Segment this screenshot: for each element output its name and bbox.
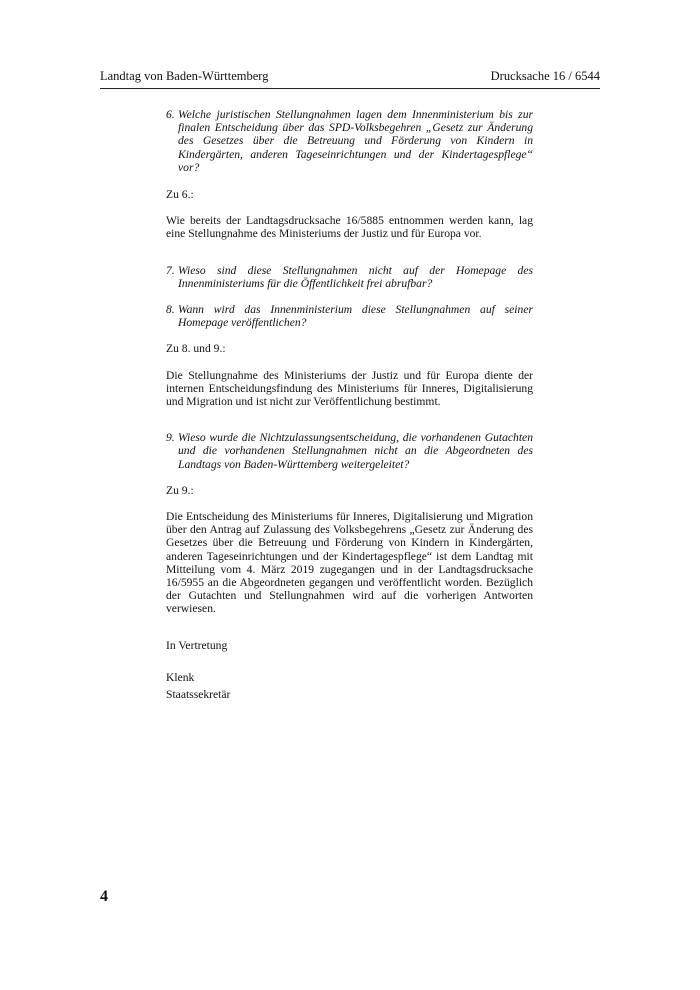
- signatory-name: Klenk: [166, 670, 195, 684]
- question-text: Wieso sind diese Stellungnahmen nicht auf der Homepage des Innenministeriums für die Öffentlichkeit frei abrufbar?: [178, 263, 533, 290]
- page-header: [100, 69, 600, 89]
- question-7: [166, 264, 533, 290]
- answer-9: Die Entscheidung des Ministeriums für Inneres, Digitalisierung und Migration über den Antrag auf Zulassung des Volksbegehrens „Gesetz zur Änderung des Gesetzes über die Betreuung und Förderung von Kindern in Kindergärten, anderen Tageseinrichtungen und der Kindertagespflege“ ist dem Landtag mit Mitteilung vom 4. März 2019 zugegangen und in der Landtagsdrucksache 16/5955 an die Abgeordneten gegangen und veröffentlicht worden. Bezüglich der Gutachten und Stellungnahmen wird auf die vorherigen Antworten verwiesen.: [166, 510, 533, 616]
- answer-heading-6: Zu 6.:: [166, 188, 194, 202]
- answer-6: Wie bereits der Landtagsdrucksache 16/5885 entnommen werden kann, lag eine Stellungnahme des Ministeriums der Justiz und für Europa vor.: [166, 214, 533, 241]
- header-left: Landtag von Baden-Württemberg: [100, 69, 269, 83]
- signatory-title: Staatssekretär: [166, 688, 231, 702]
- question-number: 7.: [166, 263, 175, 277]
- answer-heading-8-9: Zu 8. und 9.:: [166, 342, 226, 356]
- answer-heading-9: Zu 9.:: [166, 483, 194, 497]
- question-text: Wieso wurde die Nichtzulassungsentscheidung, die vorhandenen Gutachten und die vorhandenen Stellungnahmen nicht an die Abgeordneten des Landtags von Baden-Württemberg weitergeleitet?: [178, 431, 533, 471]
- page-number: 4: [100, 888, 108, 905]
- closing-vertretung: In Vertretung: [166, 638, 228, 652]
- question-9: [166, 431, 533, 471]
- question-number: 9.: [166, 431, 175, 445]
- question-6: [166, 108, 533, 174]
- question-text: Welche juristischen Stellungnahmen lagen dem Innenministerium bis zur finalen Entscheidung über das SPD-Volksbegehren „Gesetz zur Änderung des Gesetzes über die Betreuung und Förderung von Kindern in Kindergärten, anderen Tageseinrichtungen und der Kindertagespflege“ vor?: [178, 108, 533, 174]
- header-right: Drucksache 16 / 6544: [490, 69, 600, 83]
- question-number: 6.: [166, 108, 175, 121]
- question-8: [166, 303, 533, 329]
- question-number: 8.: [166, 303, 175, 317]
- question-text: Wann wird das Innenministerium diese Stellungnahmen auf seiner Homepage veröffentlichen?: [178, 303, 533, 330]
- document-body: [166, 108, 533, 701]
- answer-8-9: Die Stellungnahme des Ministeriums der Justiz und für Europa diente der internen Entscheidungsfindung des Ministeriums für Inneres, Digitalisierung und Migration und ist nicht zur Veröffentlichung bestimmt.: [166, 368, 533, 409]
